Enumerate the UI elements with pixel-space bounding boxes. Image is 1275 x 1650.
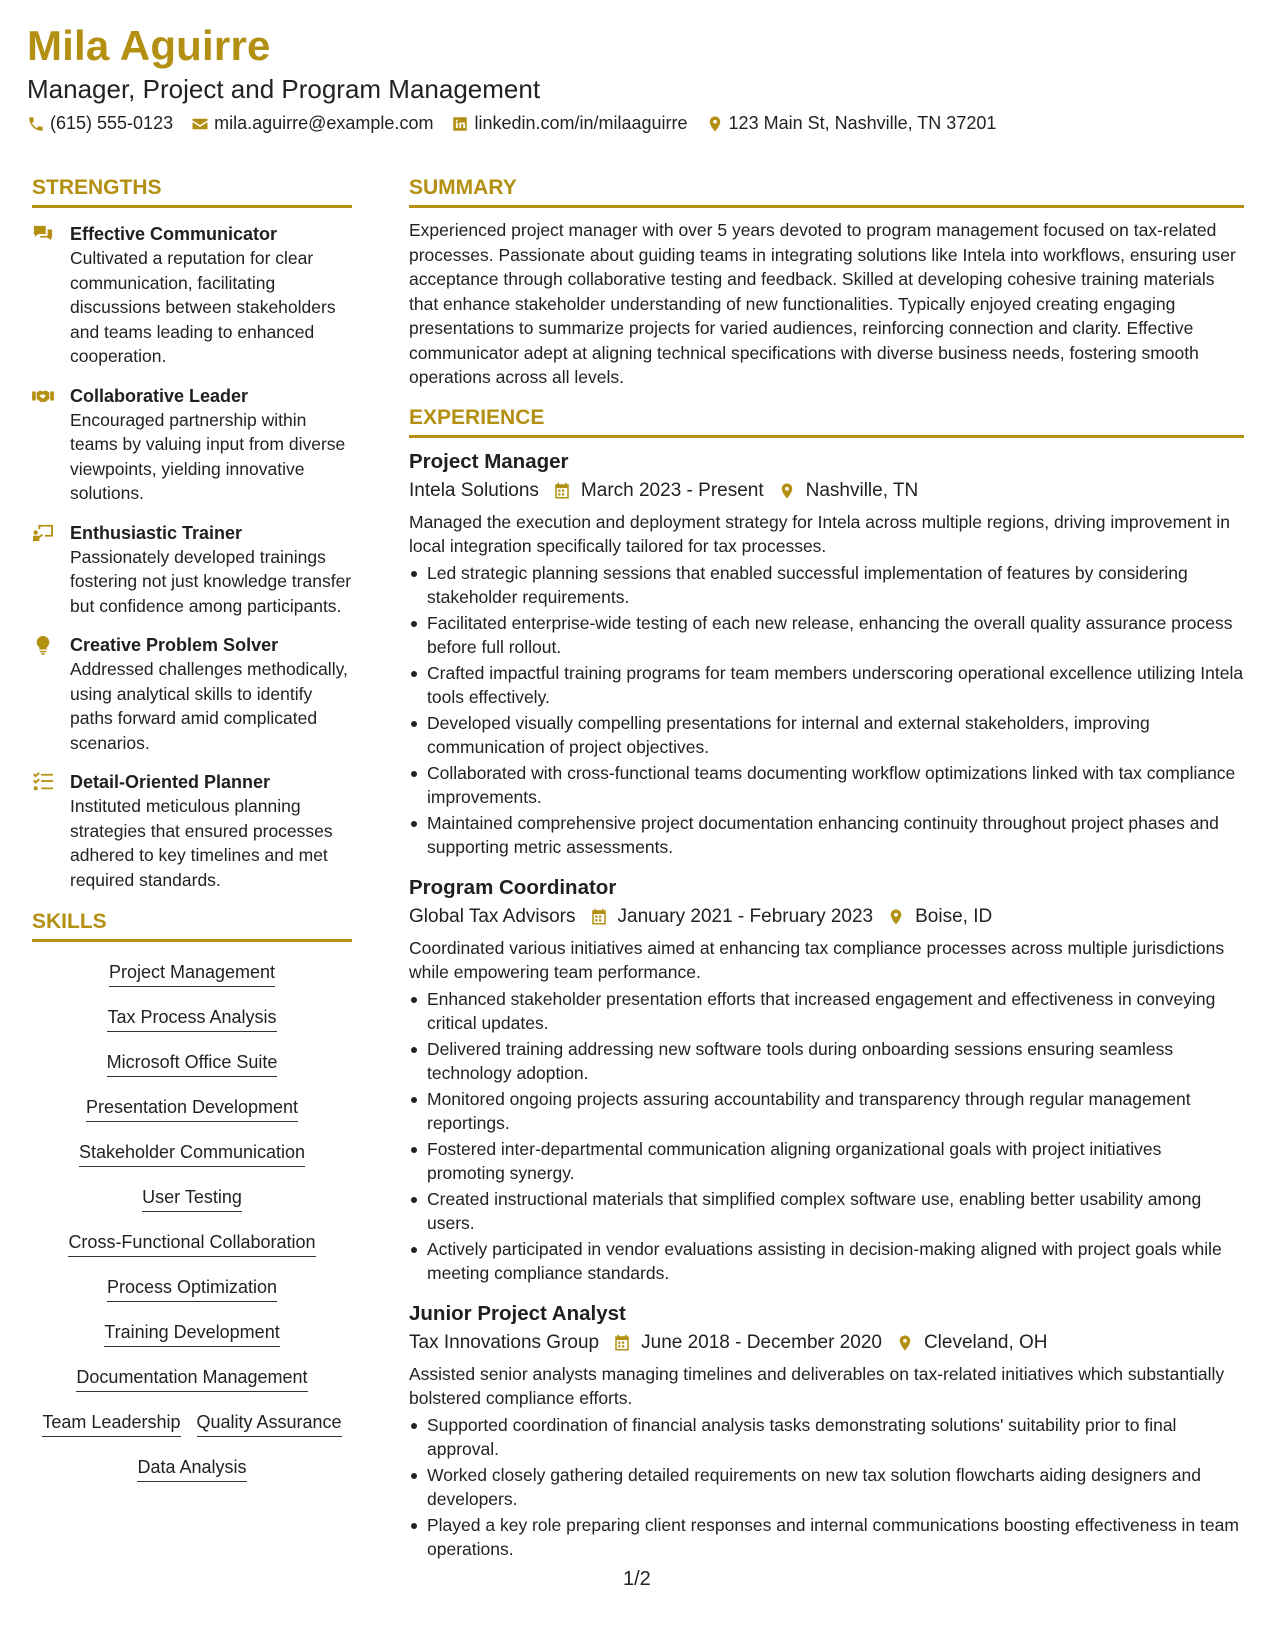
- email-text: mila.aguirre@example.com: [214, 113, 434, 133]
- calendar-icon: [590, 908, 608, 926]
- job-description: Managed the execution and deployment strategy for Intela across multiple regions, driving improvement in local integration specifically tailored for tax processes.: [409, 511, 1230, 556]
- calendar-icon: [613, 1334, 631, 1352]
- strength-item: [32, 521, 352, 619]
- job-bullet: Created instructional materials that simplified complex software use, enabling better usability among users.: [409, 1187, 1244, 1236]
- strength-desc: Passionately developed trainings fostering not just knowledge transfer but confidence among participants.: [70, 546, 352, 616]
- contact-address: [706, 113, 997, 134]
- skill-tag: User Testing: [142, 1186, 242, 1212]
- job-title: Program Coordinator: [409, 875, 617, 899]
- job-bullet: Led strategic planning sessions that enabled successful implementation of features by considering stakeholder requirements.: [409, 561, 1244, 610]
- skill-tag: Training Development: [104, 1321, 279, 1347]
- contact-linkedin[interactable]: [451, 113, 687, 134]
- contact-phone[interactable]: [27, 113, 173, 134]
- strength-title: Enthusiastic Trainer: [70, 522, 243, 543]
- job-company: Global Tax Advisors: [409, 905, 576, 927]
- map-marker-icon: [896, 1334, 914, 1352]
- map-marker-icon: [706, 115, 724, 133]
- job-bullet: Monitored ongoing projects assuring accountability and transparency through regular management reportings.: [409, 1087, 1244, 1136]
- handshake-icon: [32, 386, 54, 406]
- map-marker-icon: [778, 482, 796, 500]
- contact-bar: [27, 113, 1014, 134]
- phone-icon: [27, 115, 45, 133]
- strength-title: Detail-Oriented Planner: [70, 772, 271, 792]
- skill-tag: Process Optimization: [107, 1276, 277, 1302]
- strength-item: [32, 770, 352, 892]
- page-number: 1/2: [623, 1568, 651, 1590]
- job-location: Nashville, TN: [805, 479, 919, 501]
- job-entry: [409, 448, 1244, 860]
- job-bullet: Worked closely gathering detailed requirements on new tax solution flowcharts aiding designers and developers.: [409, 1463, 1244, 1512]
- job-bullet: Supported coordination of financial analysis tasks demonstrating solutions' suitability prior to final approval.: [409, 1413, 1244, 1462]
- job-location: Cleveland, OH: [923, 1331, 1048, 1353]
- right-column: [409, 176, 1244, 1576]
- strength-title: Creative Problem Solver: [70, 635, 279, 655]
- job-bullet: Actively participated in vendor evaluations assisting in decision-making aligned with project goals while meeting compliance standards.: [409, 1237, 1244, 1286]
- job-title: Project Manager: [409, 449, 569, 473]
- job-bullet: Fostered inter-departmental communication aligning organizational goals with project initiatives promoting synergy.: [409, 1137, 1244, 1186]
- job-title: Junior Project Analyst: [409, 1301, 626, 1325]
- lightbulb-icon: [32, 635, 54, 655]
- job-dates: March 2023 - Present: [580, 479, 764, 501]
- job-company: Intela Solutions: [409, 479, 539, 501]
- candidate-title: Manager, Project and Program Management: [27, 74, 541, 104]
- job-location: Boise, ID: [915, 905, 993, 927]
- linkedin-text: linkedin.com/in/milaaguirre: [474, 113, 688, 133]
- summary-heading: SUMMARY: [409, 176, 1244, 208]
- chalkboard-teacher-icon: [32, 523, 54, 543]
- job-dates: June 2018 - December 2020: [641, 1331, 882, 1353]
- job-description: Coordinated various initiatives aimed at enhancing tax compliance processes across multiple jurisdictions while empowering team performance.: [409, 937, 1225, 982]
- job-bullet: Facilitated enterprise-wide testing of each new release, enhancing the overall quality assurance process before full rollout.: [409, 611, 1244, 660]
- strength-item: [32, 633, 352, 755]
- strength-title: Effective Communicator: [70, 224, 278, 244]
- job-entry: [409, 874, 1244, 1286]
- envelope-icon: [191, 115, 209, 133]
- strength-desc: Encouraged partnership within teams by valuing input from diverse viewpoints, yielding innovative solutions.: [70, 409, 346, 503]
- address-text: 123 Main St, Nashville, TN 37201: [728, 113, 997, 133]
- strength-desc: Addressed challenges methodically, using analytical skills to identify paths forward amid complicated scenarios.: [70, 659, 348, 753]
- job-bullet: Enhanced stakeholder presentation efforts that increased engagement and effectiveness in conveying critical updates.: [409, 987, 1244, 1036]
- job-entry: [409, 1300, 1244, 1562]
- skill-tag: Documentation Management: [76, 1366, 307, 1392]
- job-bullet: Collaborated with cross-functional teams documenting workflow optimizations linked with tax compliance improvements.: [409, 761, 1244, 810]
- strengths-heading: STRENGTHS: [32, 176, 352, 208]
- skill-tag: Team Leadership: [42, 1411, 180, 1437]
- strength-item: [32, 384, 352, 506]
- left-column: [32, 176, 352, 1492]
- summary-text: Experienced project manager with over 5 years devoted to program management focused on tax-related processes. Passionate about guiding teams in integrating solutions like Intela into workflows, ensuring user acceptance through collaborative testing and feedback. Skilled at developing cohesive training materials that enhance stakeholder understanding of new functionalities. Typically enjoyed creating engaging presentations to summarize projects for varied audiences, reinforcing connection and clarity. Effective communicator adept at aligning technical specifications with diverse business needs, fostering smooth operations across all levels.: [409, 220, 1236, 387]
- skill-tag: Microsoft Office Suite: [107, 1051, 278, 1077]
- skills-list: [32, 952, 352, 1492]
- job-bullet: Played a key role preparing client responses and internal communications boosting effectiveness in team operations.: [409, 1513, 1244, 1562]
- job-company: Tax Innovations Group: [409, 1331, 600, 1353]
- job-bullet: Maintained comprehensive project documentation enhancing continuity throughout project phases and supporting metric assessments.: [409, 811, 1244, 860]
- phone-text: (615) 555-0123: [50, 113, 174, 133]
- skill-tag: Tax Process Analysis: [107, 1006, 276, 1032]
- strength-title: Collaborative Leader: [70, 385, 249, 406]
- skill-tag: Project Management: [109, 961, 275, 987]
- skill-tag: Data Analysis: [137, 1456, 246, 1482]
- skill-tag: Presentation Development: [86, 1096, 298, 1122]
- contact-email[interactable]: [191, 113, 433, 134]
- job-bullets: [409, 561, 1244, 860]
- job-bullet: Developed visually compelling presentations for internal and external stakeholders, improving communication of project objectives.: [409, 711, 1244, 760]
- job-dates: January 2021 - February 2023: [617, 905, 874, 927]
- candidate-name: Mila Aguirre: [27, 22, 271, 69]
- checklist-icon: [32, 772, 54, 792]
- job-meta: [409, 1328, 1244, 1358]
- strength-desc: Instituted meticulous planning strategies that ensured processes adhered to key timelines and met required standards.: [70, 796, 333, 890]
- skill-tag: Cross-Functional Collaboration: [68, 1231, 315, 1257]
- job-meta: [409, 476, 1244, 506]
- map-marker-icon: [887, 908, 905, 926]
- strength-desc: Cultivated a reputation for clear communication, facilitating discussions between stakeholders and teams leading to enhanced cooperation.: [70, 248, 336, 366]
- job-bullets: [409, 1413, 1244, 1562]
- skills-heading: SKILLS: [32, 910, 352, 942]
- job-bullet: Delivered training addressing new software tools during onboarding sessions ensuring seamless technology adoption.: [409, 1037, 1244, 1086]
- skill-tag: Quality Assurance: [197, 1411, 342, 1437]
- strength-item: [32, 222, 352, 369]
- calendar-icon: [553, 482, 571, 500]
- comments-icon: [32, 224, 54, 244]
- job-bullets: [409, 987, 1244, 1286]
- experience-heading: EXPERIENCE: [409, 406, 1244, 438]
- job-meta: [409, 902, 1244, 932]
- job-bullet: Crafted impactful training programs for team members underscoring operational excellence utilizing Intela tools effectively.: [409, 661, 1244, 710]
- skill-tag: Stakeholder Communication: [79, 1141, 305, 1167]
- linkedin-icon: [451, 115, 469, 133]
- job-description: Assisted senior analysts managing timelines and deliverables on tax-related initiatives which substantially bolstered compliance efforts.: [409, 1363, 1225, 1408]
